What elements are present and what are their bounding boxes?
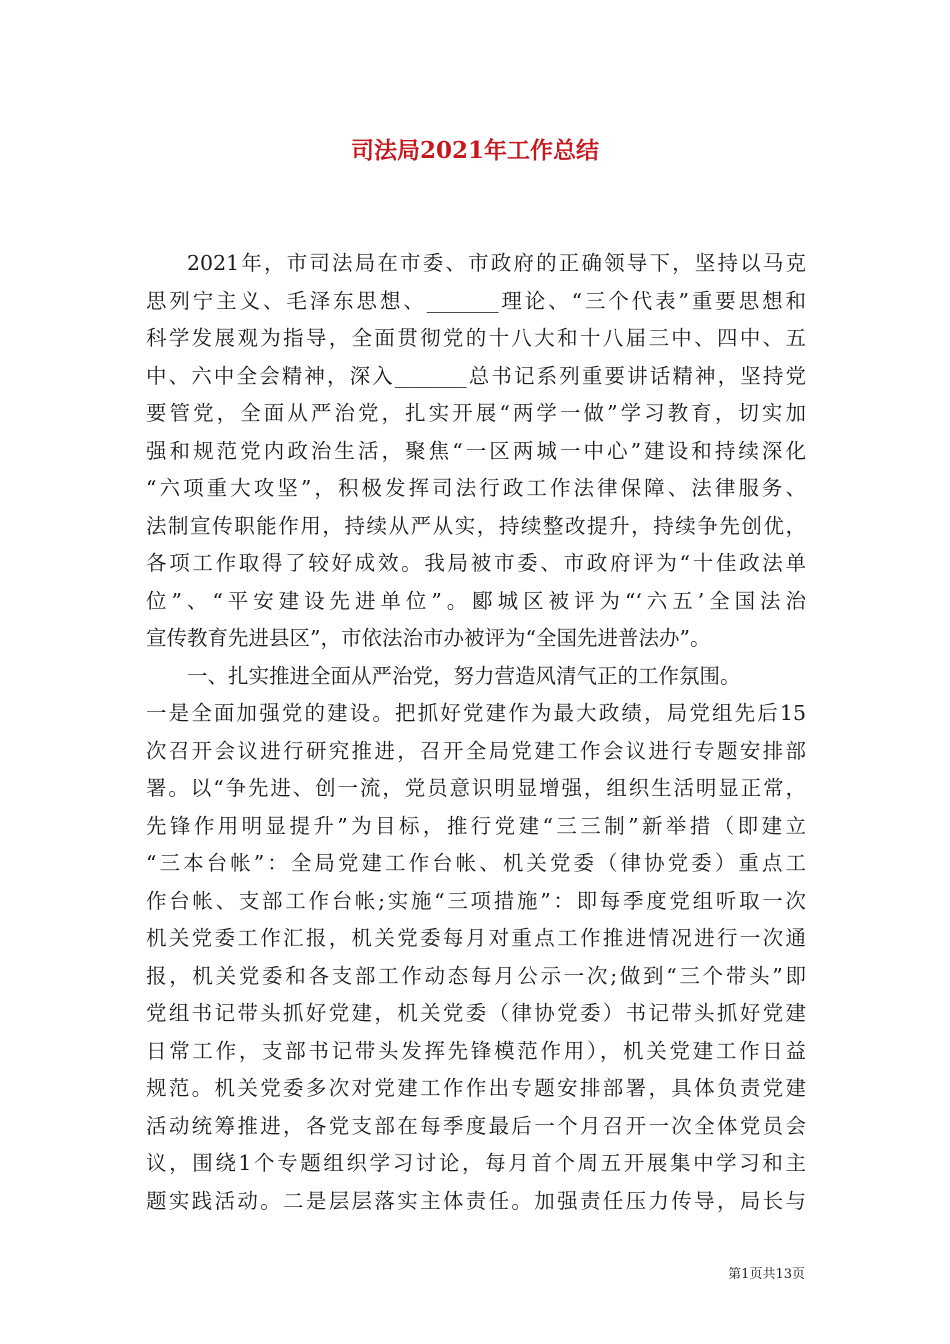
document-title: 司法局2021年工作总结	[350, 137, 599, 164]
paragraph-line: “六项重大攻坚”，积极发挥司法行政工作法律保障、法律服务、	[146, 476, 806, 500]
document-body	[146, 245, 806, 1220]
paragraph-line: 机关党委工作汇报，机关党委每月对重点工作推进情况进行一次通	[146, 926, 806, 950]
paragraph-line: 次召开会议进行研究推进，召开全局党建工作会议进行专题安排部	[146, 738, 806, 763]
paragraph-line: 要管党，全面从严治党，扎实开展“两学一做”学习教育，切实加	[146, 401, 806, 425]
paragraph-line: 日常工作，支部书记带头发挥先锋模范作用），机关党建工作日益	[146, 1038, 806, 1063]
paragraph-line: 思列宁主义、毛泽东思想、_______理论、“三个代表”重要思想和	[146, 288, 806, 313]
paragraph-line: 各项工作取得了较好成效。我局被市委、市政府评为“十佳政法单	[146, 551, 806, 575]
paragraph-line: 宣传教育先进县区”，市依法治市办被评为“全国先进普法办”。	[146, 626, 711, 650]
paragraph-line: 题实践活动。二是层层落实主体责任。加强责任压力传导，局长与	[146, 1188, 806, 1213]
paragraph-line: 法制宣传职能作用，持续从严从实，持续整改提升，持续争先创优，	[146, 513, 806, 538]
paragraph-line: 中、六中全会精神，深入_______总书记系列重要讲话精神，坚持党	[146, 363, 806, 388]
page-number-footer: 第1页共13页	[728, 1267, 805, 1282]
paragraph-line: 署。以“争先进、创一流，党员意识明显增强，组织生活明显正常，	[146, 776, 806, 800]
paragraph-line: 强和规范党内政治生活，聚焦“一区两城一中心”建设和持续深化	[146, 438, 806, 463]
paragraph-line: 党组书记带头抓好党建，机关党委（律协党委）书记带头抓好党建	[146, 1001, 806, 1025]
paragraph-line: 先锋作用明显提升”为目标，推行党建“三三制”新举措（即建立	[146, 813, 806, 838]
paragraph-line: 议，围绕1个专题组织学习讨论，每月首个周五开展集中学习和主	[146, 1151, 806, 1175]
paragraph-line: “三本台帐”：全局党建工作台帐、机关党委（律协党委）重点工	[146, 851, 806, 875]
paragraph-line: 规范。机关党委多次对党建工作作出专题安排部署，具体负责党建	[146, 1076, 806, 1100]
paragraph-line: 位”、“平安建设先进单位”。郾城区被评为“‘六五’全国法治	[146, 588, 806, 613]
paragraph-line: 活动统筹推进，各党支部在每季度最后一个月召开一次全体党员会	[146, 1113, 806, 1138]
paragraph-line: 科学发展观为指导，全面贯彻党的十八大和十八届三中、四中、五	[146, 326, 806, 350]
paragraph-line: 报，机关党委和各支部工作动态每月公示一次;做到“三个带头”即	[146, 963, 806, 988]
paragraph-line: 作台帐、支部工作台帐;实施“三项措施”：即每季度党组听取一次	[146, 888, 806, 913]
paragraph-line: 2021年，市司法局在市委、市政府的正确领导下，坚持以马克	[187, 251, 806, 275]
paragraph-line: 一是全面加强党的建设。把抓好党建作为最大政绩，局党组先后15	[146, 701, 806, 725]
section-heading-line: 一、扎实推进全面从严治党，努力营造风清气正的工作氛围。	[187, 663, 741, 688]
